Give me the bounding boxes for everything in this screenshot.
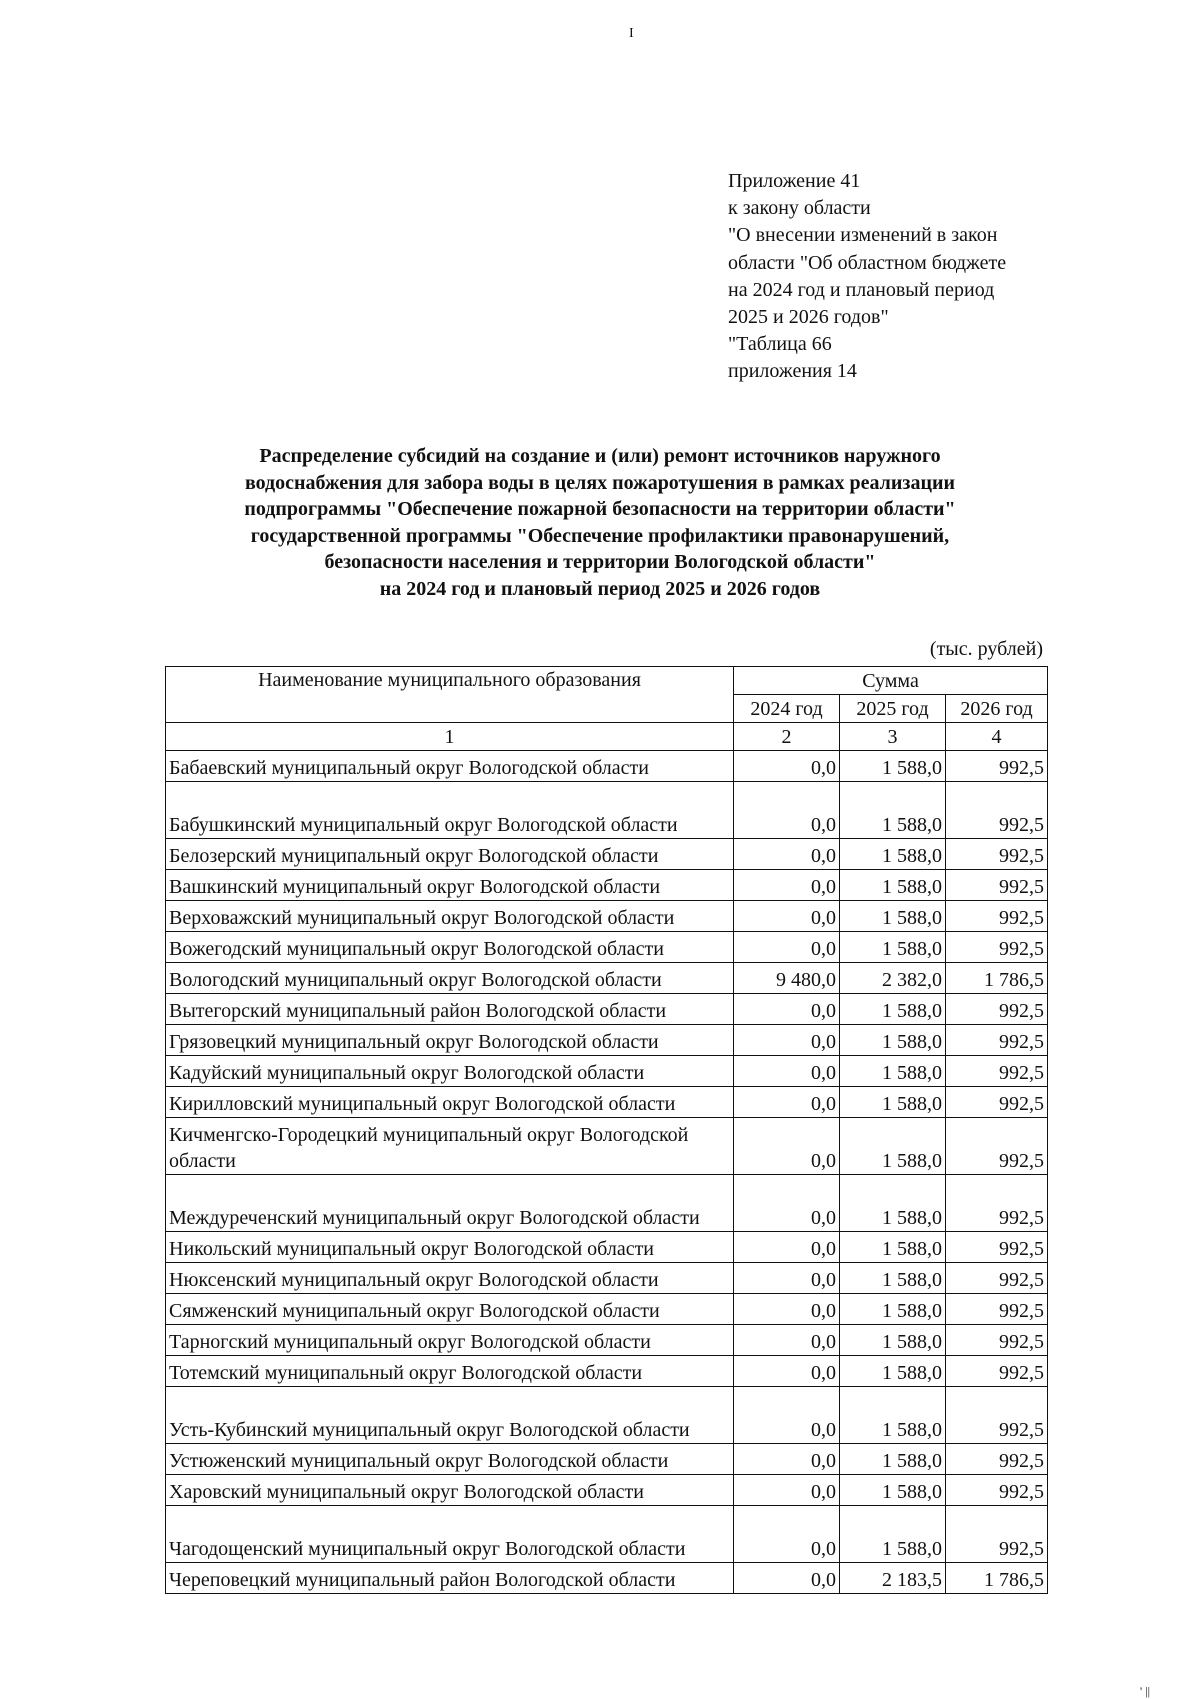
municipality-name: Верховажский муниципальный округ Вологодской области: [166, 901, 734, 932]
municipality-name: Вашкинский муниципальный округ Вологодской области: [166, 870, 734, 901]
title-line: безопасности населения и территории Вологодской области": [324, 551, 876, 574]
title-line: Распределение субсидий на создание и (или) ремонт источников наружного: [259, 445, 941, 467]
table-row: [166, 1087, 1048, 1118]
units-label: (тыс. рублей): [929, 638, 1043, 660]
value-2025: 2 183,5: [840, 1563, 946, 1594]
value-2026: 992,5: [946, 1387, 1048, 1444]
header-year: 2026 год: [946, 695, 1048, 723]
municipality-name: Вожегодский муниципальный округ Вологодской области: [166, 932, 734, 963]
appendix-line: области "Об областном бюджете: [728, 251, 1007, 274]
value-2026: 992,5: [946, 839, 1048, 870]
page-edge-mark: ' ||: [1140, 1684, 1150, 1698]
value-2026: 992,5: [946, 782, 1048, 839]
municipality-name: Бабаевский муниципальный округ Вологодской области: [166, 751, 734, 782]
table-row: [166, 901, 1048, 932]
municipality-name: Вытегорский муниципальный район Вологодской области: [166, 994, 734, 1025]
value-2025: 1 588,0: [840, 870, 946, 901]
appendix-line: "Таблица 66: [728, 333, 832, 356]
municipality-name: Кирилловский муниципальный округ Вологодской области: [166, 1087, 734, 1118]
value-2024: 0,0: [734, 994, 840, 1025]
value-2024: 0,0: [734, 1356, 840, 1387]
value-2025: 1 588,0: [840, 1087, 946, 1118]
header-municipality: Наименование муниципального образования: [166, 667, 734, 723]
appendix-line: "О внесении изменений в закон: [728, 224, 998, 247]
municipality-name: Кичменгско-Городецкий муниципальный округ Вологодской области: [166, 1118, 734, 1175]
value-2024: 0,0: [734, 1475, 840, 1506]
table-row: [166, 1506, 1048, 1563]
municipality-name: Нюксенский муниципальный округ Вологодской области: [166, 1263, 734, 1294]
value-2025: 1 588,0: [840, 1325, 946, 1356]
value-2024: 0,0: [734, 1563, 840, 1594]
value-2024: 0,0: [734, 751, 840, 782]
value-2024: 9 480,0: [734, 963, 840, 994]
municipality-name: Тотемский муниципальный округ Вологодской области: [166, 1356, 734, 1387]
value-2024: 0,0: [734, 932, 840, 963]
table-row: [166, 782, 1048, 839]
value-2026: 992,5: [946, 1356, 1048, 1387]
value-2026: 992,5: [946, 901, 1048, 932]
value-2026: 1 786,5: [946, 1563, 1048, 1594]
value-2026: 992,5: [946, 1263, 1048, 1294]
value-2026: 992,5: [946, 1232, 1048, 1263]
title-line: подпрограммы "Обеспечение пожарной безопасности на территории области": [244, 498, 956, 521]
value-2024: 0,0: [734, 839, 840, 870]
value-2025: 1 588,0: [840, 1232, 946, 1263]
value-2025: 1 588,0: [840, 1025, 946, 1056]
value-2026: 992,5: [946, 1294, 1048, 1325]
column-number: 1: [166, 723, 734, 751]
table-row: [166, 932, 1048, 963]
table-row: [166, 1118, 1048, 1175]
value-2026: 992,5: [946, 1444, 1048, 1475]
value-2026: 992,5: [946, 751, 1048, 782]
value-2026: 992,5: [946, 870, 1048, 901]
value-2024: 0,0: [734, 1387, 840, 1444]
value-2024: 0,0: [734, 1506, 840, 1563]
value-2026: 992,5: [946, 932, 1048, 963]
table-row: [166, 1025, 1048, 1056]
value-2025: 1 588,0: [840, 1506, 946, 1563]
table-row: [166, 1056, 1048, 1087]
municipality-name: Чагодощенский муниципальный округ Вологодской области: [166, 1506, 734, 1563]
appendix-line: приложения 14: [728, 360, 857, 383]
value-2025: 1 588,0: [840, 839, 946, 870]
header-sum: Сумма: [734, 667, 1048, 695]
value-2024: 0,0: [734, 1325, 840, 1356]
value-2024: 0,0: [734, 1175, 840, 1232]
table-row: [166, 1175, 1048, 1232]
value-2026: 992,5: [946, 1087, 1048, 1118]
table-row: [166, 1444, 1048, 1475]
table-row: [166, 1387, 1048, 1444]
value-2025: 1 588,0: [840, 932, 946, 963]
value-2024: 0,0: [734, 870, 840, 901]
table-row: [166, 963, 1048, 994]
appendix-line: 2025 и 2026 годов": [728, 306, 889, 329]
value-2024: 0,0: [734, 1025, 840, 1056]
municipality-name: Вологодский муниципальный округ Вологодской области: [166, 963, 734, 994]
municipality-name: Белозерский муниципальный округ Вологодской области: [166, 839, 734, 870]
value-2026: 1 786,5: [946, 963, 1048, 994]
appendix-line: Приложение 41: [728, 170, 861, 192]
value-2026: 992,5: [946, 1475, 1048, 1506]
value-2024: 0,0: [734, 1444, 840, 1475]
table-row: [166, 751, 1048, 782]
value-2026: 992,5: [946, 1025, 1048, 1056]
municipality-name: Кадуйский муниципальный округ Вологодской области: [166, 1056, 734, 1087]
value-2026: 992,5: [946, 1118, 1048, 1175]
municipality-name: Никольский муниципальный округ Вологодской области: [166, 1232, 734, 1263]
appendix-note: [728, 168, 1148, 386]
value-2025: 1 588,0: [840, 782, 946, 839]
table-row: [166, 1356, 1048, 1387]
value-2025: 1 588,0: [840, 1475, 946, 1506]
value-2025: 1 588,0: [840, 1175, 946, 1232]
value-2025: 2 382,0: [840, 963, 946, 994]
value-2026: 992,5: [946, 1175, 1048, 1232]
title-line: на 2024 год и плановый период 2025 и 2026 годов: [379, 577, 821, 600]
column-number: 2: [734, 723, 840, 751]
column-number: 3: [840, 723, 946, 751]
value-2026: 992,5: [946, 994, 1048, 1025]
municipality-name: Устюженский муниципальный округ Вологодской области: [166, 1444, 734, 1475]
value-2025: 1 588,0: [840, 901, 946, 932]
table-row: [166, 994, 1048, 1025]
table-row: [166, 1325, 1048, 1356]
value-2026: 992,5: [946, 1325, 1048, 1356]
value-2025: 1 588,0: [840, 1387, 946, 1444]
value-2024: 0,0: [734, 1118, 840, 1175]
value-2025: 1 588,0: [840, 1056, 946, 1087]
value-2024: 0,0: [734, 901, 840, 932]
municipality-name: Харовский муниципальный округ Вологодской области: [166, 1475, 734, 1506]
value-2024: 0,0: [734, 1056, 840, 1087]
municipality-name: Междуреченский муниципальный округ Вологодской области: [166, 1175, 734, 1232]
header-year: 2025 год: [840, 695, 946, 723]
municipality-name: Усть-Кубинский муниципальный округ Вологодской области: [166, 1387, 734, 1444]
title-line: водоснабжения для забора воды в целях пожаротушения в рамках реализации: [244, 471, 956, 494]
value-2024: 0,0: [734, 782, 840, 839]
municipality-name: Тарногский муниципальный округ Вологодской области: [166, 1325, 734, 1356]
table-row: [166, 839, 1048, 870]
value-2025: 1 588,0: [840, 1294, 946, 1325]
municipality-name: Грязовецкий муниципальный округ Вологодской области: [166, 1025, 734, 1056]
value-2026: 992,5: [946, 1056, 1048, 1087]
page-mark: I: [629, 26, 634, 41]
value-2024: 0,0: [734, 1263, 840, 1294]
value-2025: 1 588,0: [840, 994, 946, 1025]
value-2025: 1 588,0: [840, 751, 946, 782]
table-row: [166, 1294, 1048, 1325]
table-row: [166, 1232, 1048, 1263]
table-row: [166, 1563, 1048, 1594]
table-row: [166, 1263, 1048, 1294]
municipality-name: Череповецкий муниципальный район Вологодской области: [166, 1563, 734, 1594]
appendix-line: на 2024 год и плановый период: [728, 278, 995, 301]
value-2024: 0,0: [734, 1232, 840, 1263]
table-row: [166, 870, 1048, 901]
document-title: [160, 443, 1040, 603]
header-year: 2024 год: [734, 695, 840, 723]
value-2026: 992,5: [946, 1506, 1048, 1563]
appendix-line: к закону области: [728, 197, 871, 220]
value-2024: 0,0: [734, 1294, 840, 1325]
value-2024: 0,0: [734, 1087, 840, 1118]
municipality-name: Сямженский муниципальный округ Вологодской области: [166, 1294, 734, 1325]
value-2025: 1 588,0: [840, 1118, 946, 1175]
value-2025: 1 588,0: [840, 1263, 946, 1294]
subsidy-table: [165, 666, 1048, 1594]
column-number: 4: [946, 723, 1048, 751]
title-line: государственной программы "Обеспечение профилактики правонарушений,: [250, 524, 950, 547]
value-2025: 1 588,0: [840, 1356, 946, 1387]
value-2025: 1 588,0: [840, 1444, 946, 1475]
municipality-name: Бабушкинский муниципальный округ Вологодской области: [166, 782, 734, 839]
table-row: [166, 1475, 1048, 1506]
